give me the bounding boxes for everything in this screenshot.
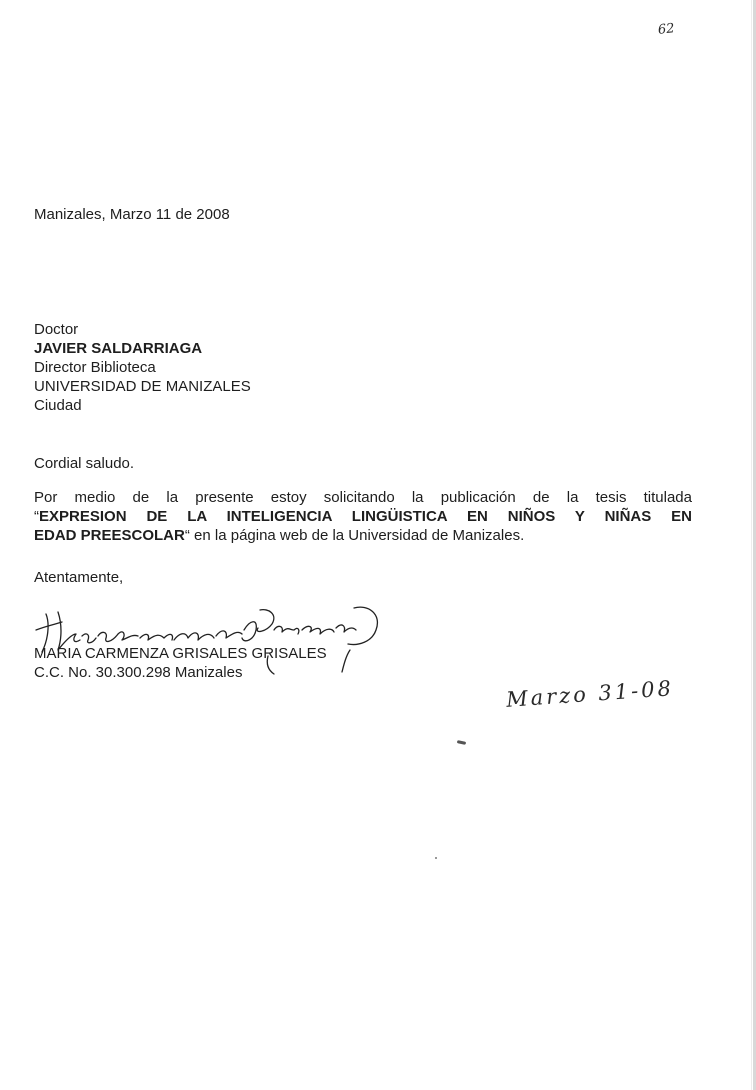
recipient-city: Ciudad: [34, 397, 82, 414]
scan-speck: [457, 740, 466, 745]
recipient-institution: UNIVERSIDAD DE MANIZALES: [34, 378, 251, 395]
closing: Atentamente,: [34, 569, 124, 586]
body-paragraph: [34, 488, 692, 545]
recipient-name: JAVIER SALDARRIAGA: [34, 340, 203, 357]
signer-name: MARIA CARMENZA GRISALES GRISALES: [34, 645, 327, 662]
scan-speck-small: [435, 857, 437, 859]
thesis-title-part-1: EXPRESION DE LA INTELIGENCIA LINGÜISTICA EN NIÑOS Y NIÑAS EN: [39, 508, 692, 525]
recipient-position: Director Biblioteca: [34, 359, 156, 376]
body-line-1: Por medio de la presente estoy solicitando la publicación de la tesis titulada: [34, 489, 692, 506]
greeting: Cordial saludo.: [34, 455, 135, 472]
body-line-3-rest: en la página web de la Universidad de Manizales.: [189, 527, 525, 544]
signer-id: C.C. No. 30.300.298 Manizales: [34, 664, 243, 681]
open-quote: “: [34, 508, 39, 525]
recipient-title: Doctor: [34, 321, 79, 338]
handwritten-page-number: 62: [657, 21, 676, 38]
handwritten-date: Marzo 31-08: [505, 676, 675, 712]
date-line: Manizales, Marzo 11 de 2008: [34, 206, 230, 223]
close-quote: “: [184, 527, 190, 544]
thesis-title-part-2: EDAD PREESCOLAR: [34, 527, 185, 544]
body-line-3: [34, 526, 692, 545]
scan-edge-inner: [751, 0, 752, 1090]
body-line-2: [34, 507, 692, 526]
